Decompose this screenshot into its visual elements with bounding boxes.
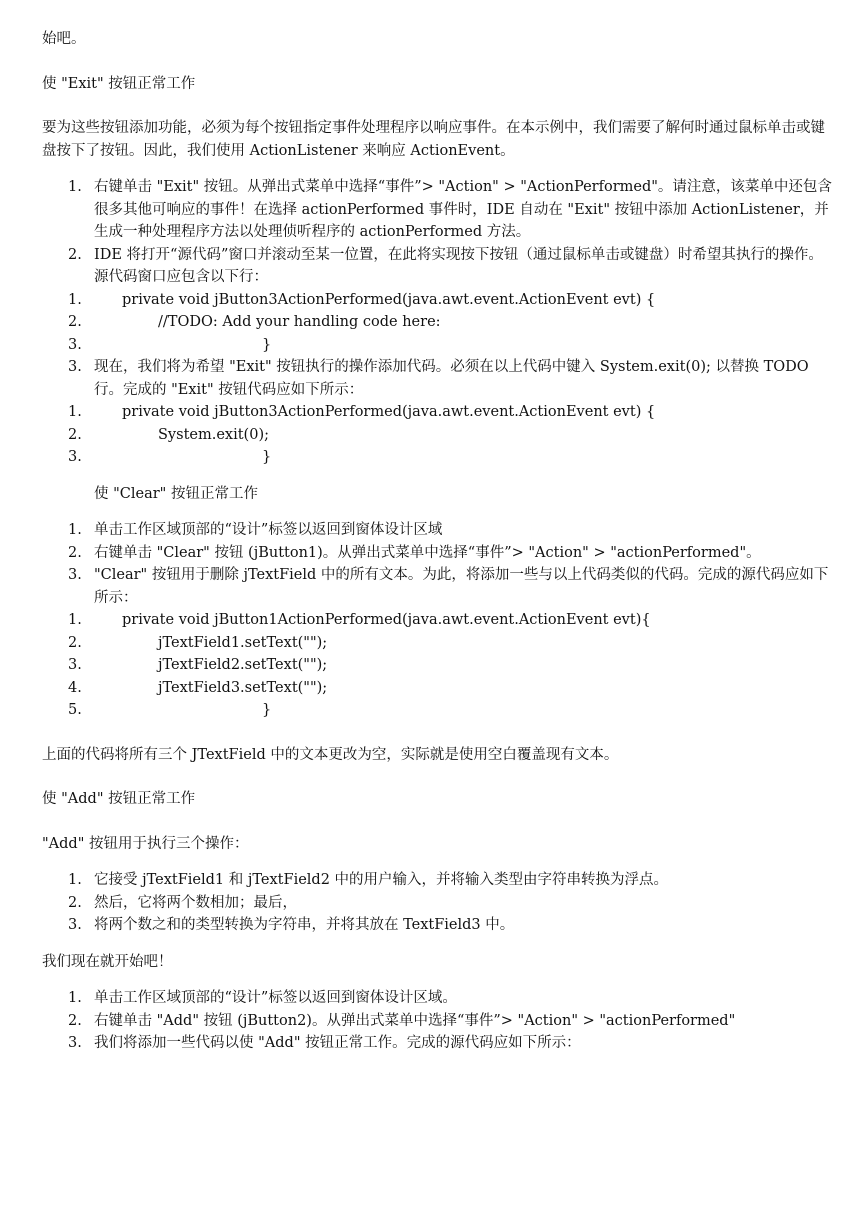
code-block-b bbox=[42, 401, 832, 469]
add-steps-list bbox=[42, 987, 832, 1055]
list-text: 右键单击 "Add" 按钮 (jButton2)。从弹出式菜单中选择“事件”> "Action" > "actionPerformed" bbox=[94, 1012, 736, 1029]
code-text: jTextField3.setText(""); bbox=[158, 679, 328, 696]
list-item bbox=[42, 519, 832, 542]
list-number: 1. bbox=[68, 872, 82, 888]
list-item bbox=[42, 869, 832, 892]
code-line bbox=[42, 446, 832, 469]
add-operations-list bbox=[42, 869, 832, 937]
list-item bbox=[42, 564, 832, 722]
list-text: 它接受 jTextField1 和 jTextField2 中的用户输入，并将输入类型由字符串转换为浮点。 bbox=[94, 872, 669, 888]
list-number: 2. bbox=[68, 246, 82, 263]
list-text: 右键单击 "Exit" 按钮。从弹出式菜单中选择“事件”> "Action" > "ActionPerformed"。请注意，该菜单中还包含很多其他可响应的事件！在选择 actionPerformed 事件时，IDE 自动在 "Exit" 按钮中添加 ActionListener，并生成一种处理程序方法以处理侦听程序的 actionPerformed 方法。 bbox=[94, 179, 832, 240]
code-line-number: 3. bbox=[68, 336, 82, 353]
list-number: 3. bbox=[68, 1035, 82, 1051]
code-line bbox=[42, 424, 832, 447]
list-item bbox=[42, 244, 832, 357]
list-text: 我们将添加一些代码以使 "Add" 按钮正常工作。完成的源代码应如下所示： bbox=[94, 1035, 581, 1051]
paragraph-begin: 我们现在就开始吧！ bbox=[42, 953, 173, 970]
list-number: 3. bbox=[68, 917, 82, 933]
code-block-a bbox=[42, 289, 832, 357]
code-line-number: 1. bbox=[68, 404, 82, 420]
list-number: 1. bbox=[68, 179, 82, 195]
heading-exit: 使 "Exit" 按钮正常工作 bbox=[42, 75, 196, 92]
code-line-number: 2. bbox=[68, 426, 82, 443]
list-item bbox=[42, 176, 832, 244]
code-line bbox=[42, 401, 832, 424]
code-text: } bbox=[262, 702, 272, 718]
list-item bbox=[42, 1032, 832, 1055]
code-line bbox=[42, 609, 832, 632]
list-text: 单击工作区域顶部的“设计”标签以返回到窗体设计区域 bbox=[94, 522, 443, 538]
code-text: private void jButton3ActionPerformed(java.awt.event.ActionEvent evt) { bbox=[122, 291, 656, 308]
code-line-number: 1. bbox=[68, 612, 82, 628]
code-text: private void jButton1ActionPerformed(java.awt.event.ActionEvent evt){ bbox=[122, 612, 651, 628]
list-number: 1. bbox=[68, 522, 82, 538]
list-item bbox=[42, 542, 832, 565]
list-item bbox=[42, 892, 832, 915]
code-line-number: 3. bbox=[68, 657, 82, 673]
list-text: 现在，我们将为希望 "Exit" 按钮执行的操作添加代码。必须在以上代码中键入 System.exit(0); 以替换 TODO 行。完成的 "Exit" 按钮代码应如下所示： bbox=[94, 359, 809, 398]
code-line bbox=[42, 289, 832, 312]
code-line-number: 2. bbox=[68, 314, 82, 330]
code-text: private void jButton3ActionPerformed(java.awt.event.ActionEvent evt) { bbox=[122, 404, 656, 420]
code-text: } bbox=[262, 449, 272, 465]
list-number: 2. bbox=[68, 1012, 82, 1029]
list-item bbox=[42, 914, 832, 937]
code-line-number: 2. bbox=[68, 634, 82, 651]
code-line bbox=[42, 311, 832, 334]
code-line bbox=[42, 334, 832, 357]
code-line-number: 5. bbox=[68, 702, 82, 718]
code-text: } bbox=[262, 336, 272, 353]
list-item bbox=[42, 356, 832, 469]
code-line bbox=[42, 677, 832, 700]
code-block-c bbox=[42, 609, 832, 722]
heading-add: 使 "Add" 按钮正常工作 bbox=[42, 791, 196, 807]
code-line-number: 3. bbox=[68, 449, 82, 465]
paragraph-add-intro: "Add" 按钮用于执行三个操作： bbox=[42, 835, 249, 852]
code-line-number: 1. bbox=[68, 291, 82, 308]
code-text: System.exit(0); bbox=[158, 426, 269, 443]
list-text: 然后，它将两个数相加；最后， bbox=[94, 894, 297, 911]
list-text: 右键单击 "Clear" 按钮 (jButton1)。从弹出式菜单中选择“事件”> "Action" > "actionPerformed"。 bbox=[94, 544, 761, 561]
list-number: 2. bbox=[68, 894, 82, 911]
clear-steps-list bbox=[42, 519, 832, 722]
list-item bbox=[42, 1010, 832, 1033]
code-line bbox=[42, 699, 832, 722]
list-text: 单击工作区域顶部的“设计”标签以返回到窗体设计区域。 bbox=[94, 990, 457, 1006]
paragraph-clear-summary: 上面的代码将所有三个 JTextField 中的文本更改为空，实际就是使用空白覆盖现有文本。 bbox=[42, 746, 619, 763]
list-text: 将两个数之和的类型转换为字符串，并将其放在 TextField3 中。 bbox=[94, 917, 515, 933]
code-line-number: 4. bbox=[68, 679, 82, 696]
code-line bbox=[42, 632, 832, 655]
code-text: jTextField1.setText(""); bbox=[158, 634, 328, 651]
list-number: 3. bbox=[68, 567, 82, 583]
list-item bbox=[42, 987, 832, 1010]
heading-clear: 使 "Clear" 按钮正常工作 bbox=[94, 485, 258, 502]
paragraph-intro: 要为这些按钮添加功能，必须为每个按钮指定事件处理程序以响应事件。在本示例中，我们需要了解何时通过鼠标单击或键盘按下了按钮。因此，我们使用 ActionListener 来响应 ActionEvent。 bbox=[42, 120, 825, 159]
code-line bbox=[42, 654, 832, 677]
code-text: //TODO: Add your handling code here: bbox=[158, 314, 441, 330]
list-number: 1. bbox=[68, 990, 82, 1006]
list-text: IDE 将打开“源代码”窗口并滚动至某一位置，在此将实现按下按钮（通过鼠标单击或键盘）时希望其执行的操作。源代码窗口应包含以下行： bbox=[94, 246, 823, 285]
code-text: jTextField2.setText(""); bbox=[158, 657, 328, 673]
list-number: 3. bbox=[68, 359, 82, 375]
exit-steps-list bbox=[42, 176, 832, 469]
list-number: 2. bbox=[68, 544, 82, 561]
paragraph-start: 始吧。 bbox=[42, 31, 86, 47]
list-text: "Clear" 按钮用于删除 jTextField 中的所有文本。为此，将添加一些与以上代码类似的代码。完成的源代码应如下所示： bbox=[94, 567, 829, 606]
